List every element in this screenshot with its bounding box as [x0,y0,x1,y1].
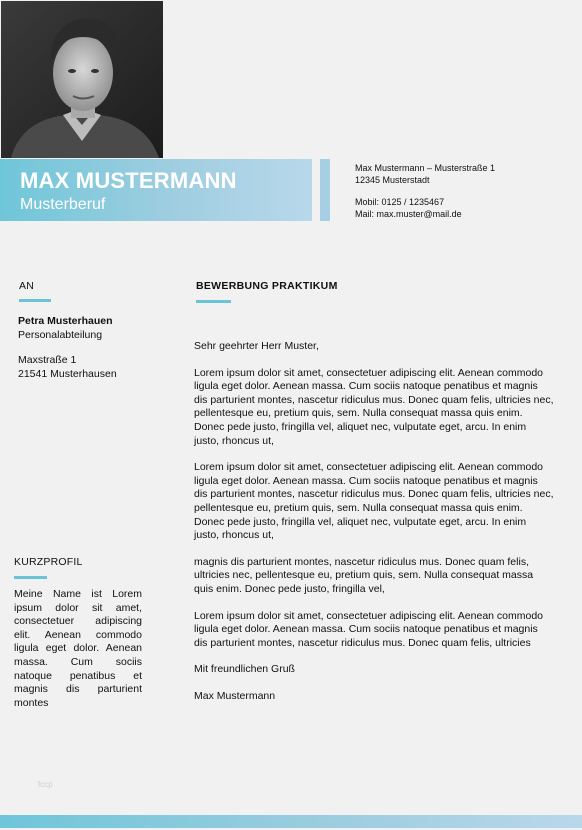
footer-watermark: fccp [38,780,53,789]
letter-body [194,340,554,716]
contact-city-line: 12345 Musterstadt [355,174,430,185]
contact-email: Mail: max.muster@mail.de [355,208,462,219]
recipient-department: Personalabteilung [18,329,103,341]
recipient-accent-line [19,299,51,302]
bottom-accent-bar [0,815,582,828]
recipient-label: AN [19,280,34,292]
portrait-image [1,1,163,158]
applicant-profession: Musterberuf [20,196,106,213]
recipient-street: Maxstraße 1 [18,354,77,366]
recipient-city: 21541 Musterhausen [18,368,117,380]
contact-phone: Mobil: 0125 / 1235467 [355,197,445,207]
contact-block [355,163,495,220]
profile-photo [1,1,163,158]
recipient-block [18,314,117,381]
profile-accent-line [14,576,47,579]
profile-label: KURZPROFIL [14,556,83,568]
letter-paragraph: magnis dis parturient montes, nascetur ridiculus mus. Donec quam felis, ultricies nec, pellentesque eu, pretium quis, sem. Nulla consequat massa quis enim. Donec pede justo, fringilla vel, [194,555,534,595]
letter-paragraph: Lorem ipsum dolor sit amet, consectetuer adipiscing elit. Aenean commodo ligula eget dolor. Aenean massa. Cum sociis natoque penatibus et magnis dis parturient montes, nascetur ridiculus mus. Donec quam felis, ultricies [194,609,544,649]
applicant-name: MAX MUSTERMANN [20,168,237,193]
banner-accent-bar [320,159,330,221]
letter-subject: BEWERBUNG PRAKTIKUM [196,280,338,292]
letter-closing: Mit freundlichen Gruß [194,663,295,676]
letter-paragraph: Lorem ipsum dolor sit amet, consectetuer adipiscing elit. Aenean commodo ligula eget dolor. Aenean massa. Cum sociis natoque penatibus et magnis dis parturient montes, nascetur ridiculus mus. Donec quam felis, ultricies nec, pellentesque eu, pretium quis, sem. Nulla consequat massa quis enim. Donec pede justo, fringilla vel, aliquet nec, vulputate eget, arcu. In enim justo, rhoncus ut, [194,461,554,542]
letter-signature: Max Mustermann [194,689,276,702]
profile-text: Meine Name ist Lorem ipsum dolor sit amet, consectetuer adipiscing elit. Aenean commodo ligula eget dolor. Aenean massa. Cum sociis natoque penatibus et magnis dis parturient montes [14,588,142,709]
contact-address-line: Max Mustermann – Musterstraße 1 [355,163,496,173]
recipient-name: Petra Musterhauen [18,315,113,327]
subject-accent-line [196,300,231,303]
letter-paragraph: Lorem ipsum dolor sit amet, consectetuer adipiscing elit. Aenean commodo ligula eget dolor. Aenean massa. Cum sociis natoque penatibus et magnis dis parturient montes, nascetur ridiculus mus. Donec quam felis, ultricies nec, pellentesque eu, pretium quis, sem. Nulla consequat massa quis enim. Donec pede justo, fringilla vel, aliquet nec, vulputate eget, arcu. In enim justo, rhoncus ut, [194,366,554,447]
letter-salutation: Sehr geehrter Herr Muster, [194,340,319,352]
